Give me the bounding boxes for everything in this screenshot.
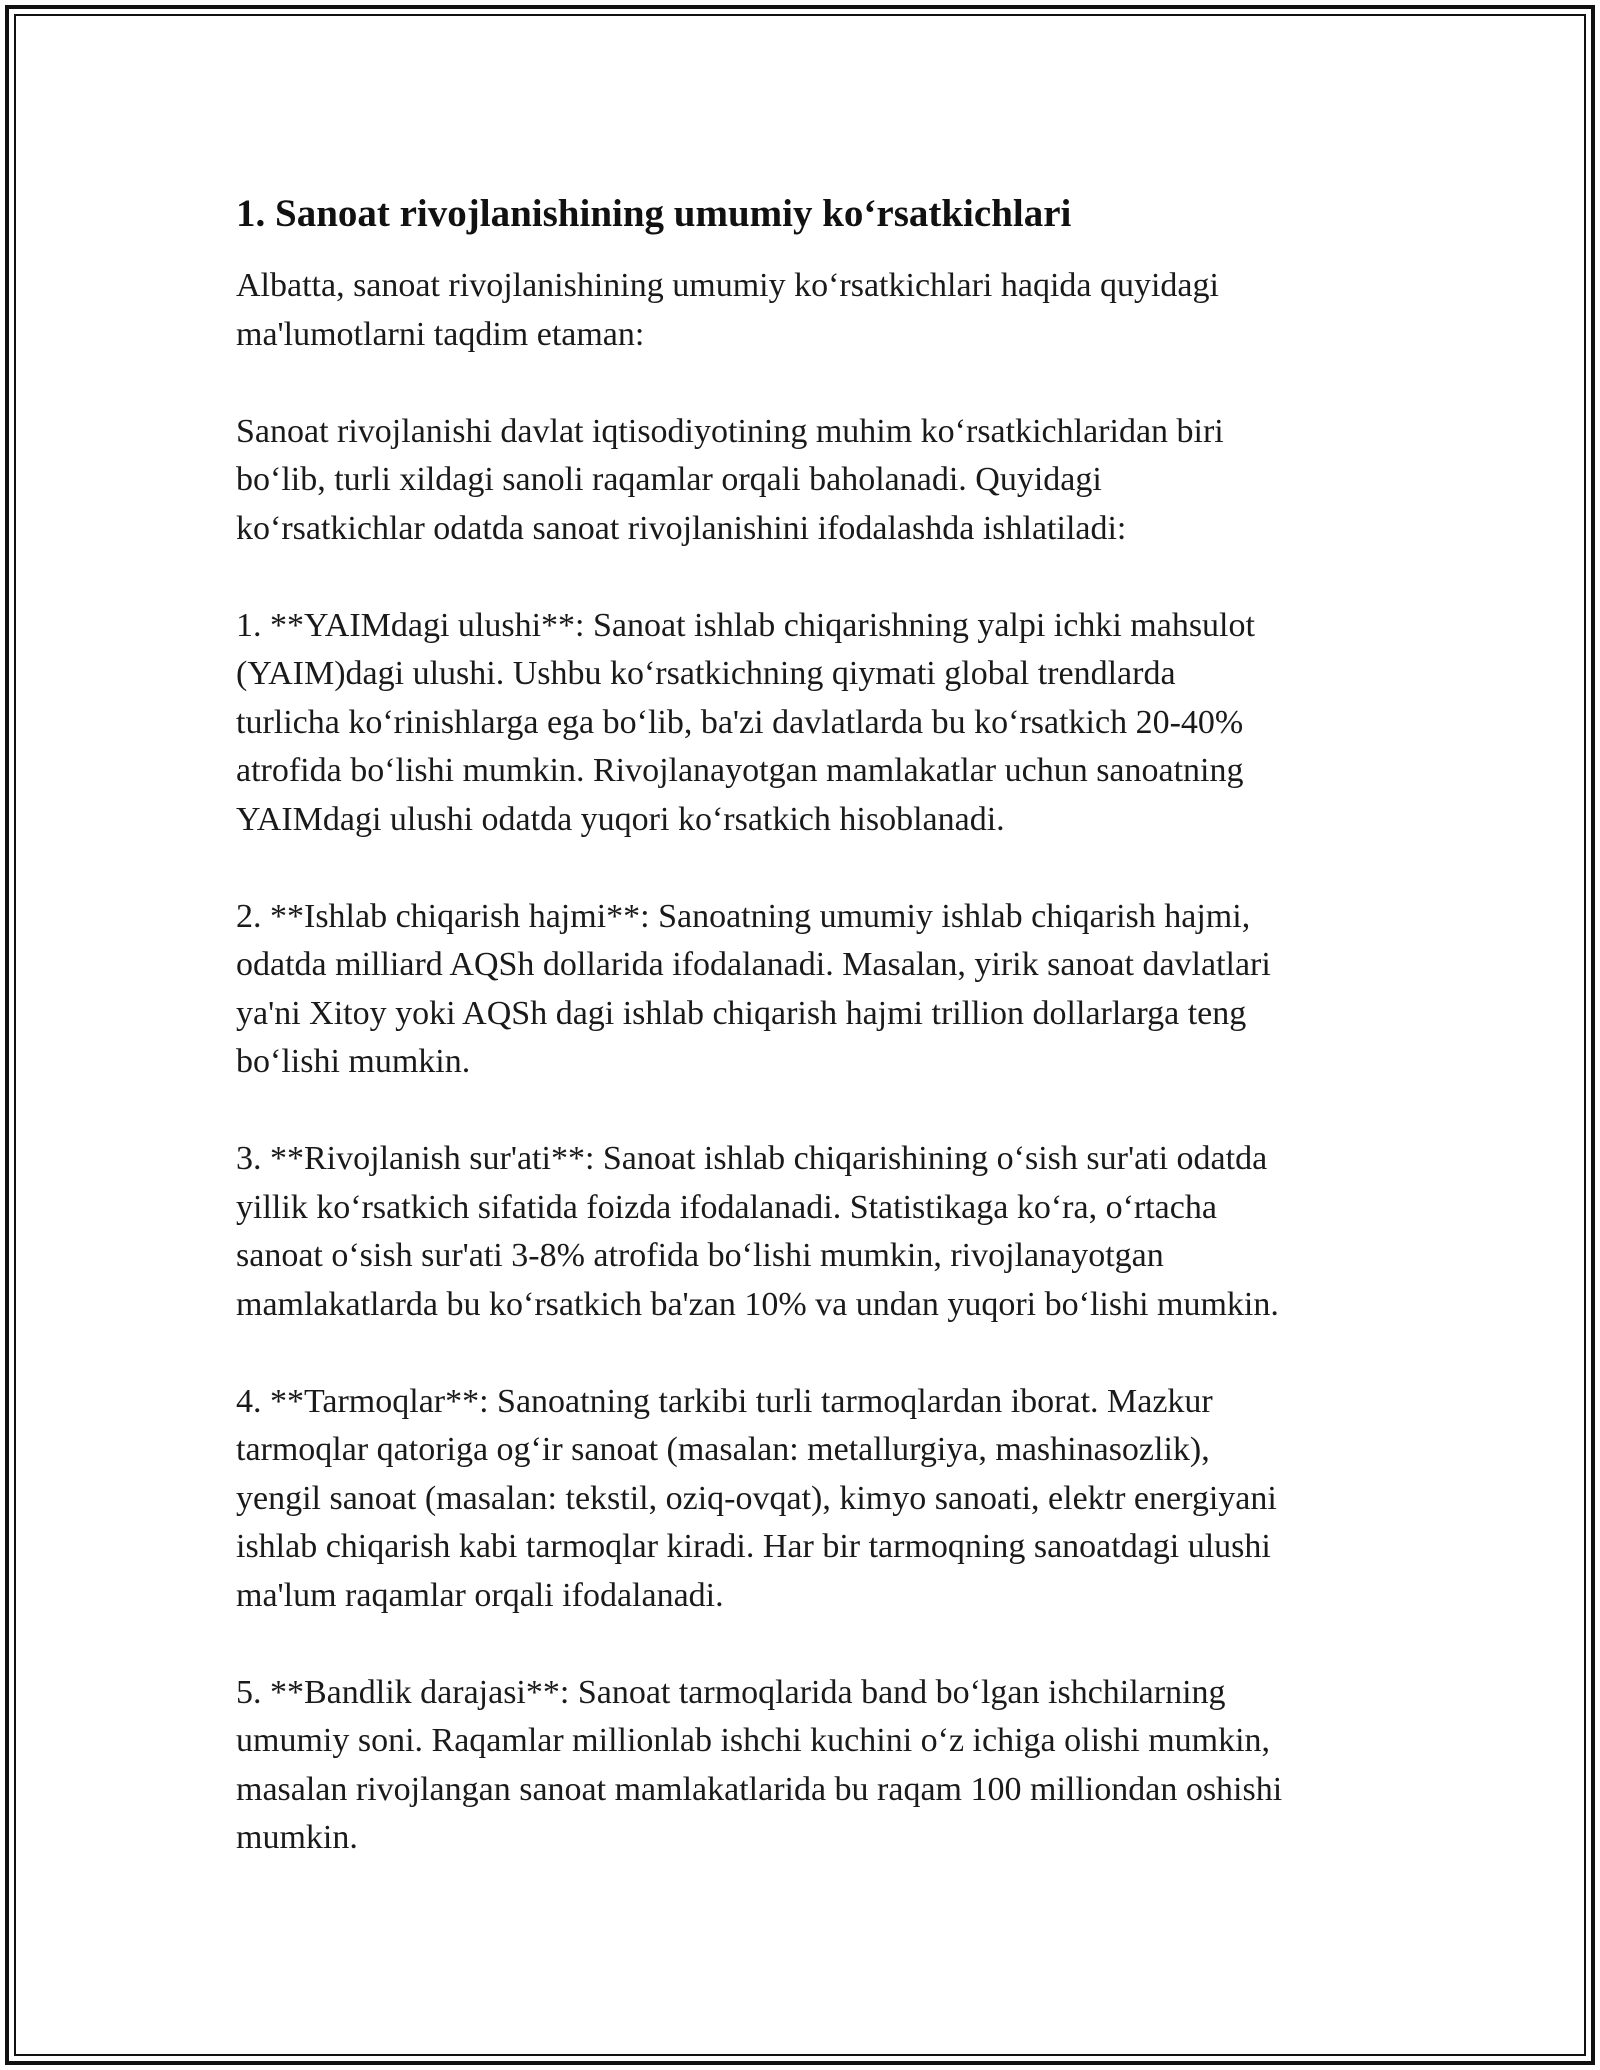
paragraph-item-employment: 5. **Bandlik darajasi**: Sanoat tarmoqlarida band boʻlgan ishchilarning umumiy soni. Raqamlar millionlab ishchi kuchini oʻz ichiga olishi mumkin, masalan rivojlangan sanoat mamlakatlarida bu raqam 100 milliondan oshishi mumkin. — [236, 1673, 1283, 1856]
paragraph-item-gdp-share: 1. **YAIMdagi ulushi**: Sanoat ishlab chiqarishning yalpi ichki mahsulot (YAIM)dagi ulushi. Ushbu koʻrsatkichning qiymati global trendlarda turlicha koʻrinishlarga ega boʻlib, ba'zi davlatlarda bu koʻrsatkich 20-40% atrofida boʻlishi mumkin. Rivojlanayotgan mamlakatlar uchun sanoatning YAIMdagi ulushi odatda yuqori koʻrsatkich hisoblanadi. — [236, 606, 1255, 838]
document-body — [236, 186, 1386, 1911]
paragraph-item-production-volume: 2. **Ishlab chiqarish hajmi**: Sanoatning umumiy ishlab chiqarish hajmi, odatda milliard AQSh dollarida ifodalanadi. Masalan, yirik sanoat davlatlari ya'ni Xitoy yoki AQSh dagi ishlab chiqarish hajmi trillion dollarlarga teng boʻlishi mumkin. — [236, 897, 1271, 1080]
paragraph-item-sectors: 4. **Tarmoqlar**: Sanoatning tarkibi turli tarmoqlardan iborat. Mazkur tarmoqlar qatoriga ogʻir sanoat (masalan: metallurgiya, mashinasozlik), yengil sanoat (masalan: tekstil, oziq-ovqat), kimyo sanoati, elektr energiyani ishlab chiqarish kabi tarmoqlar kiradi. Har bir tarmoqning sanoatdagi ulushi ma'lum raqamlar orqali ifodalanadi. — [236, 1382, 1277, 1614]
document-title: 1. Sanoat rivojlanishining umumiy koʻrsatkichlari — [236, 192, 1072, 235]
paragraph-overview: Sanoat rivojlanishi davlat iqtisodiyotining muhim koʻrsatkichlaridan biri boʻlib, turli xildagi sanoli raqamlar orqali baholanadi. Quyidagi koʻrsatkichlar odatda sanoat rivojlanishini ifodalashda ishlatiladi: — [236, 412, 1224, 547]
paragraph-intro: Albatta, sanoat rivojlanishining umumiy koʻrsatkichlari haqida quyidagi ma'lumotlarni taqdim etaman: — [236, 267, 1219, 353]
paragraph-item-growth-rate: 3. **Rivojlanish sur'ati**: Sanoat ishlab chiqarishining oʻsish sur'ati odatda yillik koʻrsatkich sifatida foizda ifodalanadi. Statistikaga koʻra, oʻrtacha sanoat oʻsish sur'ati 3-8% atrofida boʻlishi mumkin, rivojlanayotgan mamlakatlarda bu koʻrsatkich ba'zan 10% va undan yuqori boʻlishi mumkin. — [236, 1140, 1279, 1323]
